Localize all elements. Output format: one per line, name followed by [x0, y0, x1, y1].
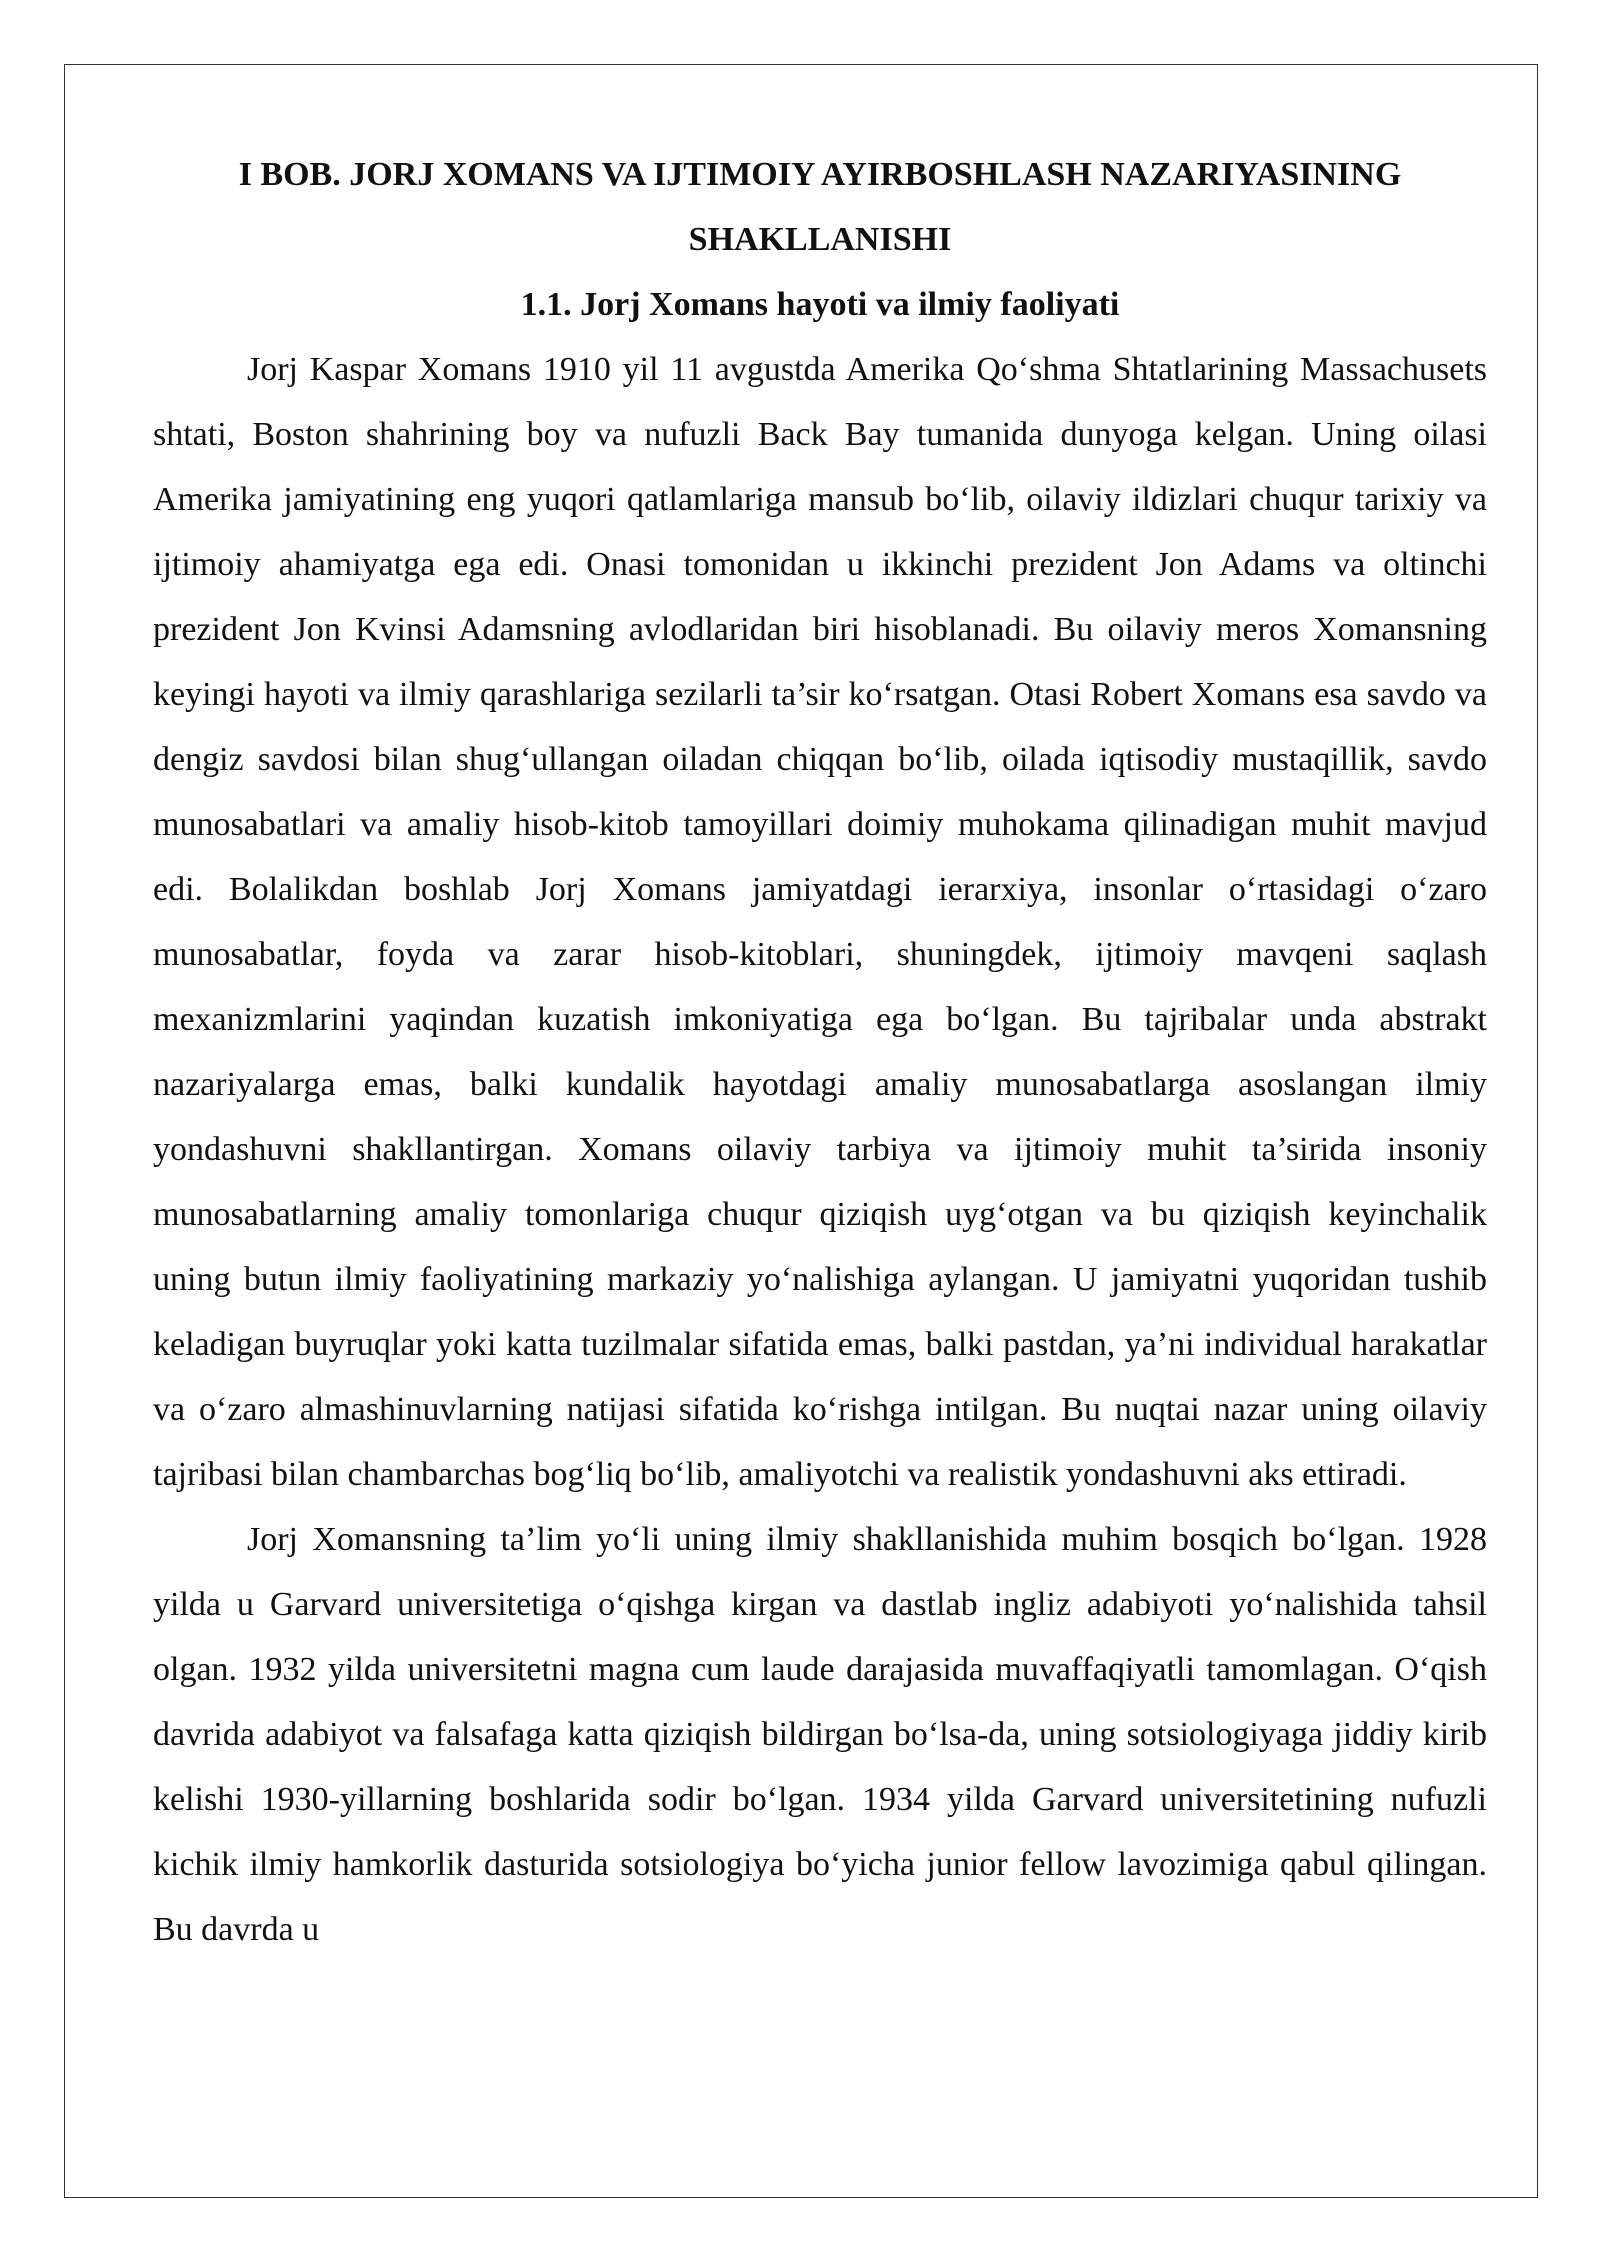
- document-body: [153, 142, 1487, 1962]
- section-title: 1.1. Jorj Xomans hayoti va ilmiy faoliyati: [520, 286, 1120, 323]
- chapter-title: I BOB. JORJ XOMANS VA IJTIMOIY AYIRBOSHLASH NAZARIYASINING SHAKLLANISHI: [238, 156, 1402, 258]
- paragraph-2: Jorj Xomansning ta’lim yo‘li uning ilmiy shakllanishida muhim bosqich bo‘lgan. 1928 yilda u Garvard universitetiga o‘qishga kirgan va dastlab ingliz adabiyoti yo‘nalishida tahsil olgan. 1932 yilda universitetni magna cum laude darajasida muvaffaqiyatli tamomlagan. O‘qish davrida adabiyot va falsafaga katta qiziqish bildirgan bo‘lsa-da, uning sotsiologiyaga jiddiy kirib kelishi 1930-yillarning boshlarida sodir bo‘lgan. 1934 yilda Garvard universitetining nufuzli kichik ilmiy hamkorlik dasturida sotsiologiya bo‘yicha junior fellow lavozimiga qabul qilingan. Bu davrda u: [153, 1521, 1487, 1948]
- paragraph-1: Jorj Kaspar Xomans 1910 yil 11 avgustda Amerika Qo‘shma Shtatlarining Massachusets shtati, Boston shahrining boy va nufuzli Back Bay tumanida dunyoga kelgan. Uning oilasi Amerika jamiyatining eng yuqori qatlamlariga mansub bo‘lib, oilaviy ildizlari chuqur tarixiy va ijtimoiy ahamiyatga ega edi. Onasi tomonidan u ikkinchi prezident Jon Adams va oltinchi prezident Jon Kvinsi Adamsning avlodlaridan biri hisoblanadi. Bu oilaviy meros Xomansning keyingi hayoti va ilmiy qarashlariga sezilarli ta’sir ko‘rsatgan. Otasi Robert Xomans esa savdo va dengiz savdosi bilan shug‘ullangan oiladan chiqqan bo‘lib, oilada iqtisodiy mustaqillik, savdo munosabatlari va amaliy hisob-kitob tamoyillari doimiy muhokama qilinadigan muhit mavjud edi. Bolalikdan boshlab Jorj Xomans jamiyatdagi ierarxiya, insonlar o‘rtasidagi o‘zaro munosabatlar, foyda va zarar hisob-kitoblari, shuningdek, ijtimoiy mavqeni saqlash mexanizmlarini yaqindan kuzatish imkoniyatiga ega bo‘lgan. Bu tajribalar unda abstrakt nazariyalarga emas, balki kundalik hayotdagi amaliy munosabatlarga asoslangan ilmiy yondashuvni shakllantirgan. Xomans oilaviy tarbiya va ijtimoiy muhit ta’sirida insoniy munosabatlarning amaliy tomonlariga chuqur qiziqish uyg‘otgan va bu qiziqish keyinchalik uning butun ilmiy faoliyatining markaziy yo‘nalishiga aylangan. U jamiyatni yuqoridan tushib keladigan buyruqlar yoki katta tuzilmalar sifatida emas, balki pastdan, ya’ni individual harakatlar va o‘zaro almashinuvlarning natijasi sifatida ko‘rishga intilgan. Bu nuqtai nazar uning oilaviy tajribasi bilan chambarchas bog‘liq bo‘lib, amaliyotchi va realistik yondashuvni aks ettiradi.: [153, 351, 1487, 1493]
